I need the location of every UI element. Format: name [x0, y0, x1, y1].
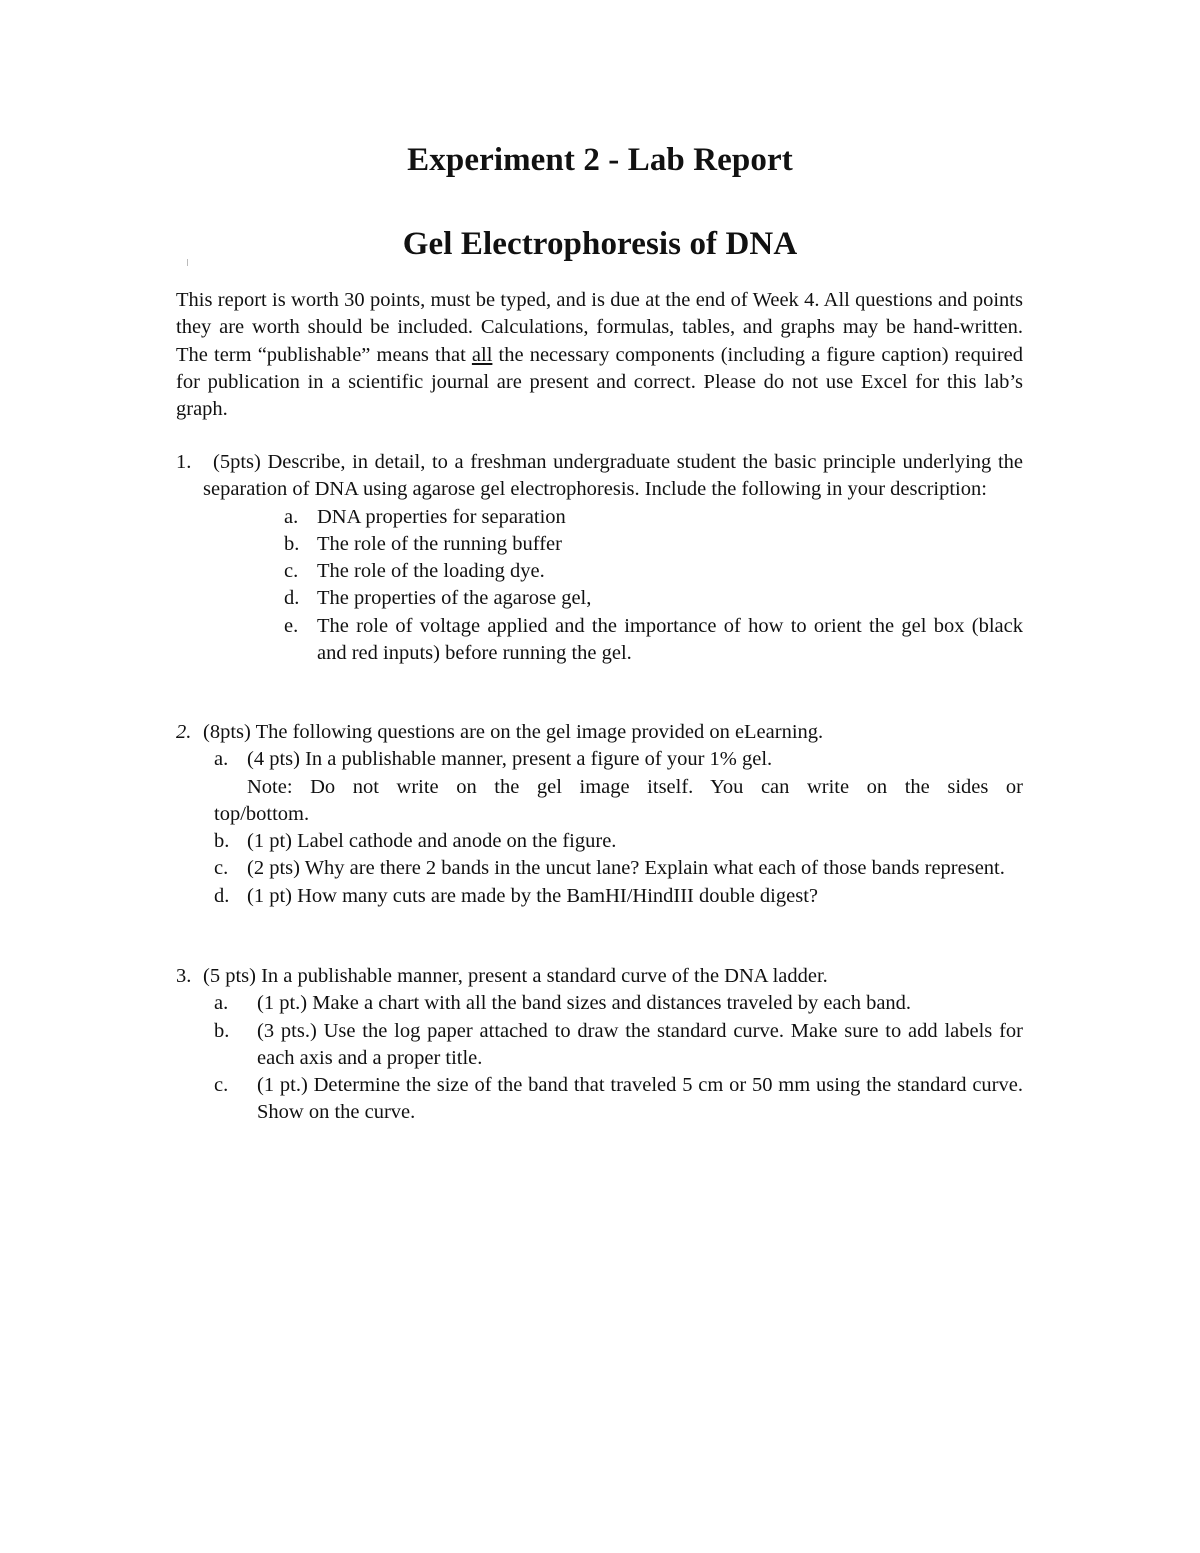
question-2 — [176, 719, 1023, 910]
list-item-letter: b. — [284, 532, 300, 555]
question-3-number: 3. — [176, 965, 192, 987]
list-item-text: (1 pt) Label cathode and anode on the figure. — [247, 830, 617, 853]
list-item-letter: b. — [214, 1019, 230, 1042]
list-item — [284, 613, 1023, 668]
list-item — [214, 990, 1023, 1017]
list-item-text: (4 pts) In a publishable manner, present a figure of your 1% gel. — [247, 748, 773, 771]
question-1 — [176, 449, 1023, 667]
list-item-letter: b. — [214, 830, 230, 853]
list-item — [284, 558, 1023, 585]
question-2-number: 2. — [176, 721, 192, 743]
list-item — [284, 504, 1023, 531]
list-item-letter: c. — [284, 560, 299, 583]
list-item-text: (1 pt.) Make a chart with all the band sizes and distances traveled by each band. — [257, 992, 912, 1015]
intro-text-after: the necessary components (including a figure caption) required for publication in a scientific journal are present and correct. Please do not use Excel for this lab’s graph. — [176, 343, 1023, 421]
question-3-prompt — [176, 963, 1023, 990]
list-item-letter: a. — [284, 505, 299, 528]
list-item-text: DNA properties for separation — [317, 505, 566, 528]
list-item — [214, 828, 1023, 855]
list-item-letter: c. — [214, 857, 229, 880]
list-item — [284, 531, 1023, 558]
question-2-prompt — [176, 719, 1023, 746]
document-title: Experiment 2 - Lab Report — [407, 142, 793, 178]
list-item-text: The properties of the agarose gel, — [317, 587, 592, 610]
list-item-letter: d. — [284, 587, 300, 610]
document-subtitle: Gel Electrophoresis of DNA — [402, 226, 798, 262]
question-2-note-continued: top/bottom. — [214, 802, 310, 825]
list-item-text: (1 pt) How many cuts are made by the BamHI/HindIII double digest? — [247, 884, 818, 907]
list-item-text: The role of the running buffer — [317, 532, 562, 555]
list-item — [214, 1072, 1023, 1127]
list-item-letter: e. — [284, 614, 299, 637]
list-item-text: The role of voltage applied and the importance of how to orient the gel box (black and red inputs) before running the gel. — [317, 614, 1023, 665]
list-item-text: The role of the loading dye. — [317, 560, 545, 583]
intro-paragraph — [176, 287, 1023, 423]
list-item-text: (1 pt.) Determine the size of the band that traveled 5 cm or 50 mm using the standard curve. Show on the curve. — [257, 1074, 1023, 1124]
question-1-text: (5pts) Describe, in detail, to a freshman undergraduate student the basic principle underlying the separation of DNA using agarose gel electrophoresis. Include the following in your description: — [203, 451, 1023, 501]
question-3 — [176, 963, 1023, 1127]
question-2-text: (8pts) The following questions are on the gel image provided on eLearning. — [203, 721, 824, 743]
question-1-number: 1. — [176, 451, 192, 473]
question-1-prompt — [176, 449, 1023, 504]
intro-text-before: This report is worth 30 points, must be typed, and is due at the end of Week 4. All questions and points they are worth should be included. Calculations, formulas, tables, and graphs may be hand-written. The term “publishable” means that — [176, 289, 1023, 366]
list-item-letter: d. — [214, 884, 230, 907]
question-3-text: (5 pts) In a publishable manner, present a standard curve of the DNA ladder. — [203, 965, 828, 987]
list-item — [284, 585, 1023, 612]
list-item — [214, 883, 1023, 910]
list-item-text: (3 pts.) Use the log paper attached to draw the standard curve. Make sure to add labels for each axis and a proper title. — [257, 1019, 1023, 1069]
list-item — [214, 855, 1023, 882]
question-2-note: Note: Do not write on the gel image itself. You can write on the sides or — [247, 775, 1023, 798]
list-item-text: (2 pts) Why are there 2 bands in the uncut lane? Explain what each of those bands represent. — [247, 857, 1005, 880]
list-item — [214, 1018, 1023, 1073]
list-item-letter: a. — [214, 992, 229, 1015]
list-item — [214, 746, 1023, 773]
margin-mark — [187, 259, 188, 266]
list-item-letter: a. — [214, 748, 229, 771]
list-item-letter: c. — [214, 1074, 229, 1097]
intro-underlined-word: all — [471, 343, 493, 366]
